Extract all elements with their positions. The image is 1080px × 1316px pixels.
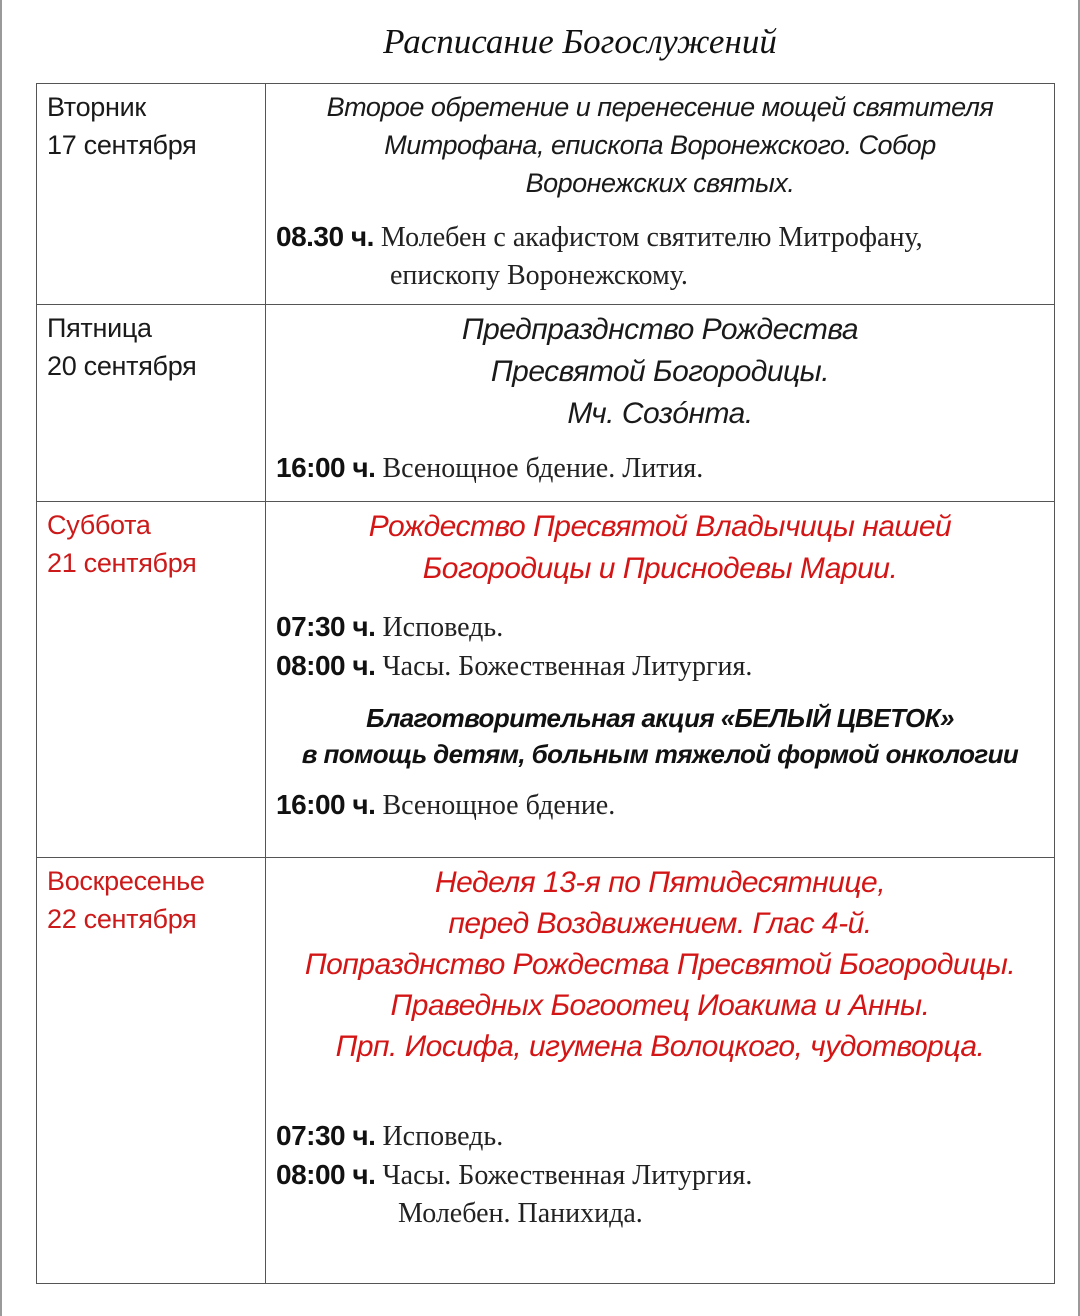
service-text: Часы. Божественная Литургия.: [382, 1160, 753, 1191]
page-title: Расписание Богослужений: [383, 22, 777, 61]
service-entry: [276, 608, 1044, 647]
service-entry: [276, 1156, 1044, 1233]
day-cell: [37, 858, 266, 1284]
feast-line: Митрофана, епископа Воронежского. Собор: [384, 130, 936, 160]
schedule-row-sunday: [37, 858, 1055, 1284]
content-cell: [266, 858, 1055, 1284]
service-text: Молебен с акафистом святителю Митрофану,: [380, 222, 923, 253]
service-entry: [276, 449, 1044, 488]
day-date: 22 сентября: [47, 904, 197, 934]
service-text: Всенощное бдение. Лития.: [382, 453, 704, 484]
service-text: Всенощное бдение.: [382, 790, 616, 821]
service-time: 07:30 ч.: [276, 611, 376, 642]
service-entry: [276, 218, 1044, 295]
feast-line: Праведных Богоотец Иоакима и Анны.: [390, 989, 930, 1022]
charity-announcement: [276, 700, 1044, 772]
day-name: Суббота: [47, 510, 151, 540]
day-cell: [37, 305, 266, 502]
service-time: 16:00 ч.: [276, 452, 376, 483]
day-cell: [37, 84, 266, 305]
feast-title: [276, 305, 1044, 435]
day-date: 20 сентября: [47, 351, 197, 381]
frame-left-edge: [0, 0, 2, 1316]
content-cell: [266, 84, 1055, 305]
feast-line: Богородицы и Приснодевы Марии.: [422, 552, 898, 585]
schedule-row-friday: [37, 305, 1055, 502]
feast-title: [276, 84, 1044, 202]
schedule-row-tuesday: [37, 84, 1055, 305]
content-cell: [266, 502, 1055, 858]
service-text-continued: епископу Воронежскому.: [390, 260, 688, 291]
feast-line: Второе обретение и перенесение мощей святителя: [326, 92, 994, 122]
feast-title: [276, 502, 1044, 590]
service-text: Исповедь.: [382, 612, 504, 643]
feast-line: Воронежских святых.: [525, 168, 795, 198]
feast-line: Неделя 13-я по Пятидесятнице,: [434, 866, 886, 899]
content-cell: [266, 305, 1055, 502]
day-name: Вторник: [47, 92, 146, 122]
day-date: 21 сентября: [47, 548, 197, 578]
day-date: 17 сентября: [47, 130, 197, 160]
service-time: 16:00 ч.: [276, 789, 376, 820]
service-entry: [276, 1117, 1044, 1156]
service-text: Исповедь.: [382, 1121, 504, 1152]
feast-line: Мч. Созóнта.: [567, 397, 753, 430]
feast-line: Пресвятой Богородицы.: [490, 355, 830, 388]
feast-line: Рождество Пресвятой Владычицы нашей: [368, 510, 952, 543]
day-name: Пятница: [47, 313, 152, 343]
feast-line: перед Воздвижением. Глас 4-й.: [448, 907, 872, 940]
feast-line: Попразднство Рождества Пресвятой Богородицы.: [304, 948, 1016, 981]
service-entry: [276, 786, 1044, 825]
feast-line: Прп. Иосифа, игумена Волоцкого, чудотворца.: [335, 1030, 985, 1063]
charity-line: Благотворительная акция «БЕЛЫЙ ЦВЕТОК»: [366, 703, 954, 733]
charity-line: в помощь детям, больным тяжелой формой онкологии: [301, 739, 1019, 769]
service-time: 08:00 ч.: [276, 1159, 376, 1190]
feast-title: [276, 858, 1044, 1067]
day-cell: [37, 502, 266, 858]
service-time: 07:30 ч.: [276, 1120, 376, 1151]
day-name: Воскресенье: [47, 866, 205, 896]
service-entry: [276, 647, 1044, 686]
service-time: 08:00 ч.: [276, 650, 376, 681]
feast-line: Предпразднство Рождества: [461, 313, 859, 346]
service-text-continued: Молебен. Панихида.: [398, 1198, 643, 1229]
schedule-table: [36, 83, 1055, 1284]
service-time: 08.30 ч.: [276, 221, 374, 252]
service-text: Часы. Божественная Литургия.: [382, 651, 753, 682]
schedule-row-saturday: [37, 502, 1055, 858]
